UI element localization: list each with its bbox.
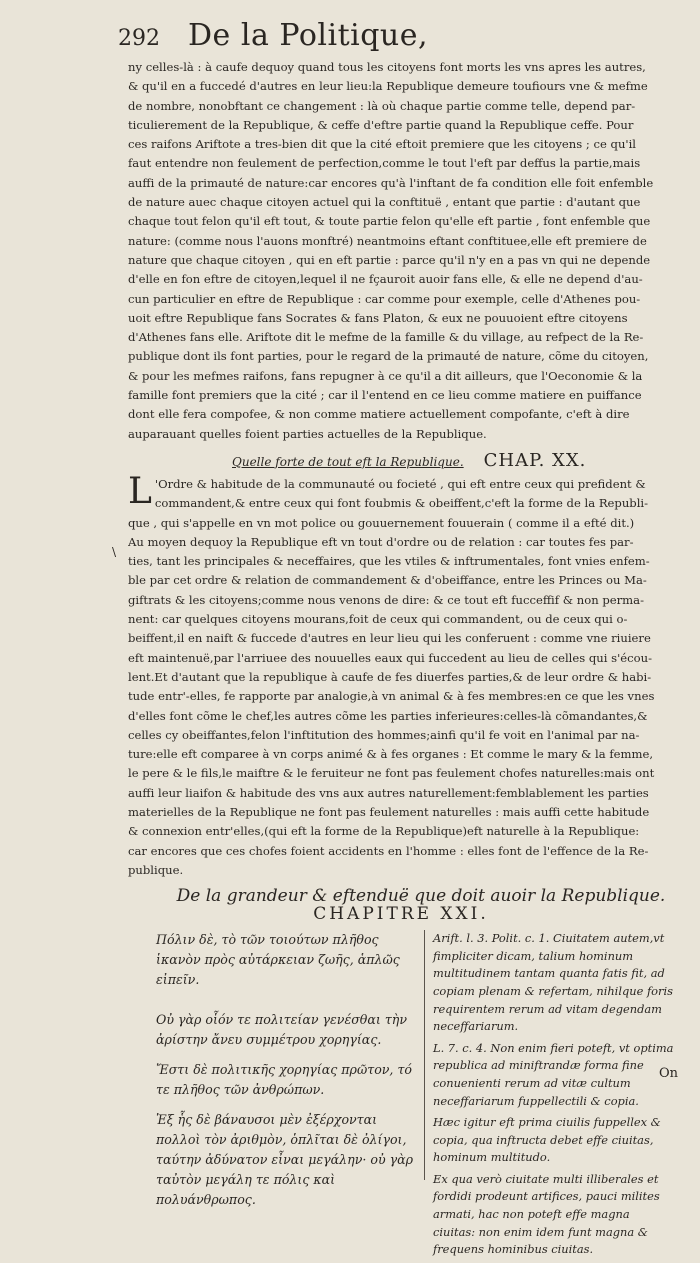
text-line: d'elles font cõme le chef,les autres cõme les parties inferieures:celles-là cõmandantes,& [128, 708, 648, 723]
latin-note: Ex qua verò ciuitate multi illiberales et fordidi prodeunt artifices, pauci milites armati, hac non poteft effe magna ciuitas: non enim idem funt magna & frequens hominibus ciuitas. [433, 1171, 660, 1257]
text-line: d'elle en fon eftre de citoyen,lequel il ne fçauroit auoir fans elle, & elle ne depend d'au- [128, 272, 643, 287]
text-line: & connexion entr'elles,(qui eft la forme de la Republique)eft naturelle à la Republique: [128, 824, 640, 839]
greek-quote: Ἔστι δὲ πολιτικῆς χορηγίας πρῶτον, τό τε πλῆθος τῶν ἀνθρώπων. [156, 1062, 412, 1098]
text-line: d'Athenes fans elle. Ariftote dit le mefme de la famille & du village, au refpect de la Re- [128, 330, 644, 345]
catchword: On [658, 1066, 678, 1081]
drop-cap: L [128, 470, 152, 512]
page-number: 292 [118, 26, 160, 51]
paragraph-continuation [128, 58, 674, 444]
text-line: Au moyen dequoy la Republique eft vn tout d'ordre ou de relation : car toutes fes par- [128, 534, 634, 549]
text-line: publique dont ils font parties, pour le regard de la primauté de nature, cõme du citoyen, [128, 349, 649, 364]
chapter-20-subtitle: Quelle forte de tout eft la Republique. [232, 454, 464, 469]
text-line: auffi de la primauté de nature:car encores qu'à l'inftant de fa condition elle foit enfemble [128, 175, 654, 190]
text-line: ticulierement de la Republique, & ceffe d'eftre partie quand la Republique ceffe. Pour [128, 117, 634, 132]
text-line: materielles de la Republique ne font pas feulement naturelles : mais auffi cette habitude [128, 804, 650, 819]
latin-note: Hæc igitur eft prima ciuilis fuppellex & copia, qua inftructa debet effe ciuitas, hominum multitudo. [433, 1115, 661, 1165]
latin-note: Arift. l. 3. Polit. c. 1. Ciuitatem autem,vt fimpliciter dicam, talium hominum multitudinem tantam quanta fatis fit, ad copiam plenam & refertam, nihilque foris requirentem rerum ad vitam degendam neceffariarum. [433, 931, 673, 1034]
text-line: le pere & le fils,le maiftre & le feruiteur ne font pas feulement chofes naturelles:mais ont [128, 766, 655, 781]
text-line: nent: car quelques citoyens mourans,foit de ceux qui commandent, ou de ceux qui o- [128, 612, 628, 627]
chapter-21-number: CHAPITRE XXI. [313, 904, 489, 925]
text-line: de nombre, nonobftant ce changement : là où chaque partie comme telle, depend par- [128, 98, 636, 113]
text-line: nature: (comme nous l'auons monftré) neantmoins eftant conftituee,elle eft premiere de [128, 233, 647, 248]
chapter-20-heading [128, 450, 674, 471]
greek-quotations [128, 930, 418, 1263]
chapter-20-body [128, 470, 674, 880]
greek-quote: Πόλιν δὲ, τὸ τῶν τοιούτων πλῆθος ἱκανὸν πρὸς αὐτάρκειαν ζωῆς, ἁπλῶς εἰπεῖν. [156, 932, 400, 988]
text-line: de nature auec chaque citoyen actuel qui la conftituë , entant que partie : d'autant que [128, 195, 641, 210]
latin-note: L. 7. c. 4. Non enim fieri poteft, vt optima republica ad miniftrandæ forma fine conuenienti rerum ad vitæ cultum neceffariarum fuppellectili & copia. [433, 1040, 674, 1108]
chapter-21-title: De la grandeur & eftenduë que doit auoir la Republique. [176, 886, 666, 907]
greek-quote: Οὐ γὰρ οἷόν τε πολιτείαν γενέσθαι τὴν ἀρίστην ἄνευ συμμέτρου χορηγίας. [156, 1012, 408, 1048]
text-line: ble par cet ordre & relation de commandement & d'obeiffance, entre les Princes ou Ma- [128, 573, 647, 588]
text-line: que , qui s'appelle en vn mot police ou gouuernement fouuerain ( comme il a efté dit.) [128, 515, 635, 530]
text-line: ture:elle eft comparee à vn corps animé & à fes organes : Et comme le mary & la femme, [128, 747, 654, 762]
text-line: auparauant quelles foient parties actuelles de la Republique. [128, 426, 487, 441]
text-line: cun particulier en eftre de Republique : car comme pour exemple, celle d'Athenes pou- [128, 291, 641, 306]
text-line: chaque tout felon qu'il eft tout, & toute partie felon qu'elle eft partie , font enfemble que [128, 214, 651, 229]
text-line: ces raifons Ariftote a tres-bien dit que la cité eftoit premiere que les citoyens ; ce qu'il [128, 137, 637, 152]
text-line: eft maintenuë,par l'arriuee des nouuelles eaux qui fuccedent au lieu de celles qui s'écou- [128, 650, 652, 665]
text-line: uoit eftre Republique fans Socrates & fans Platon, & eux ne pouuoient eftre citoyens [128, 310, 628, 325]
text-line: publique. [128, 862, 184, 877]
margin-mark: \ [112, 545, 117, 559]
column-divider [424, 930, 425, 1180]
text-line: 'Ordre & habitude de la communauté ou focieté , qui eft entre ceux qui prefident & [154, 476, 646, 491]
text-line: faut entendre non feulement de perfection,comme le tout l'eft par deffus la partie,mais [128, 156, 641, 171]
text-line: ties, tant les principales & neceffaires, que les vtiles & inftrumentales, font vnies enfem- [128, 554, 650, 569]
latin-marginalia [433, 930, 674, 1263]
page-header [118, 18, 674, 58]
chapter-20-number: CHAP. XX. [483, 449, 587, 471]
greek-quote: Ἐξ ἧς δὲ βάναυσοι μὲν ἐξέρχονται πολλοὶ τὸν ἀριθμὸν, ὁπλῖται δὲ ὀλίγοι, ταύτην ἀδύνατον εἶναι μεγάλην· οὐ γὰρ ταὐτὸν μεγάλη τε πόλις καὶ πολυάνθρωπος. [156, 1112, 414, 1208]
text-line: auffi leur liaifon & habitude des vns aux autres naturellement:femblablement les parties [128, 785, 649, 800]
text-line: dont elle fera compofee, & non comme matiere actuellement compofante, c'eft à dire [128, 407, 630, 422]
text-line: famille font premiers que la cité ; car il l'entend en ce lieu comme matiere en puiffance [128, 388, 642, 403]
text-line: car encores que ces chofes foient accidents en l'homme : elles font de l'effence de la Re- [128, 843, 649, 858]
text-line: lent.Et d'autant que la republique à caufe de fes diuerfes parties,& de leur ordre & habi- [128, 669, 652, 684]
text-line: beiffent,il en naift & fuccede d'autres en leur lieu qui les conferuent : comme vne riuiere [128, 631, 651, 646]
text-line: tude entr'-elles, fe rapporte par analogie,à vn animal & à fes membres:en ce que les vnes [128, 689, 655, 704]
text-line: nature que chaque citoyen , qui en eft partie : parce qu'il n'y en a pas vn qui ne depende [128, 252, 651, 267]
text-line: giftrats & les citoyens;comme nous venons de dire: & ce tout eft fucceffif & non perma- [128, 592, 644, 607]
text-line: & qu'il en a fuccedé d'autres en leur lieu:la Republique demeure toufiours vne & mefme [128, 79, 648, 94]
text-line: & pour les mefmes raifons, fans repugner à ce qu'il a dit ailleurs, que l'Oeconomie & la [128, 368, 643, 383]
running-title: De la Politique, [188, 18, 429, 53]
chapter-21-columns [128, 930, 674, 1263]
text-line: commandent,& entre ceux qui font foubmis & obeiffent,c'eft la forme de la Republi- [154, 496, 649, 511]
text-line: ny celles-là : à caufe dequoy quand tous les citoyens font morts les vns apres les autres, [128, 60, 646, 74]
text-line: celles cy obeiffantes,felon l'inftitution des hommes;ainfi qu'il fe voit en l'animal par na- [128, 727, 640, 742]
